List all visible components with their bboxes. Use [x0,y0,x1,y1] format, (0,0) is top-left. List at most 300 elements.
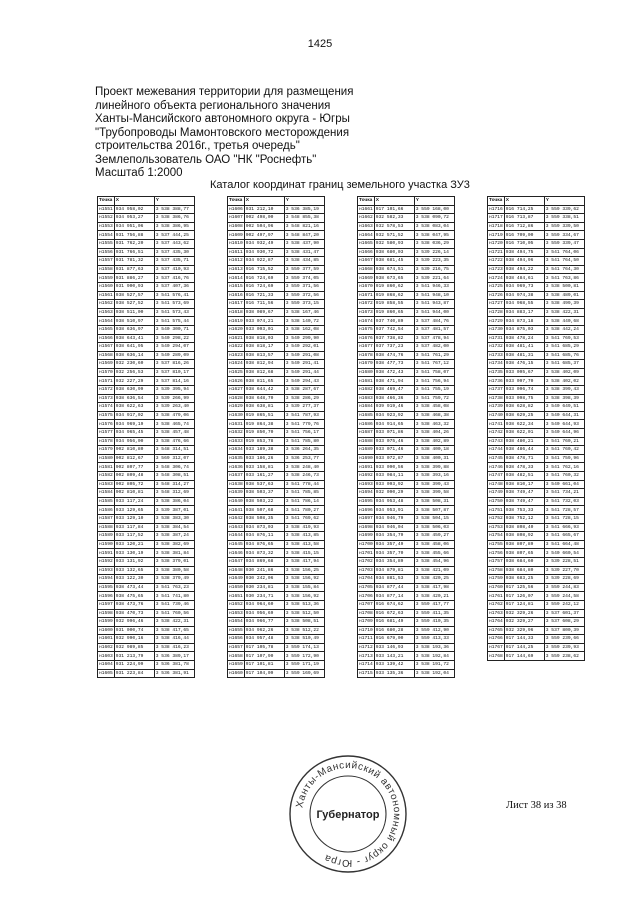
y-cell: 3 538 384,54 [154,523,194,532]
y-cell: 3 541 576,41 [154,291,194,300]
point-cell: н1663 [359,223,373,229]
y-cell: 3 539 226,14 [414,248,454,257]
x-cell: 932 990,16 [114,635,154,644]
table-row [358,583,455,592]
x-cell: 934 953,48 [374,497,414,506]
table-row [488,360,585,369]
point-cell: н1555 [99,241,113,247]
point-cell: н1632 [229,430,243,436]
y-cell: 3 537 608,29 [544,618,584,627]
x-cell: 934 357,49 [374,540,414,549]
x-cell: 916 672,63 [374,609,414,618]
header-line: линейного объекта регионального значения [95,99,331,112]
x-cell: 919 868,62 [374,291,414,300]
table-row [358,239,455,248]
table-row [228,411,325,420]
table-row [228,317,325,326]
point-cell: н1576 [99,421,113,427]
x-cell: 938 478,24 [504,334,544,343]
point-cell: н1751 [489,507,503,513]
y-cell: 3 541 787,93 [284,411,324,420]
point-cell: н1641 [229,507,243,513]
x-cell: 938 473,44 [114,583,154,592]
x-cell: 938 472,43 [374,368,414,377]
y-cell: 3 540 649,51 [544,403,584,412]
x-cell: 933 090,56 [374,463,414,472]
coordinates-table [227,196,325,678]
table-row [98,300,195,309]
table-row [488,429,585,438]
x-cell: 916 724,69 [244,274,284,283]
table-row [358,497,455,506]
point-cell: н1654 [229,619,243,625]
point-cell: н1660 [229,670,243,676]
table-row [98,489,195,498]
x-cell: 933 131,92 [114,557,154,566]
x-column-header: X [114,197,154,206]
table-row [488,523,585,532]
x-cell: 916 721,33 [244,291,284,300]
table-row [358,205,455,214]
x-cell: 934 964,60 [244,600,284,609]
x-cell: 938 474,76 [374,351,414,360]
table-row [488,626,585,635]
x-cell: 919 860,65 [374,308,414,317]
x-cell: 933 146,93 [374,643,414,652]
table-row [98,248,195,257]
y-cell: 3 538 248,40 [284,463,324,472]
point-column-header: Точка [99,198,113,204]
table-row [98,351,195,360]
table-row [98,592,195,601]
y-cell: 3 538 388,77 [154,205,194,214]
table-row [358,282,455,291]
y-cell: 3 548 847,20 [284,231,324,240]
table-row [98,291,195,300]
x-cell: 938 681,45 [374,257,414,266]
table-row [488,257,585,266]
table-row [488,575,585,584]
table-row [98,463,195,472]
seal-icon [286,752,410,876]
point-cell: н1662 [359,215,373,221]
x-cell: 934 957,48 [244,635,284,644]
x-cell: 931 224,99 [114,661,154,670]
table-row [488,446,585,455]
point-cell: н1719 [489,232,503,238]
coordinates-table [97,196,195,678]
x-cell: 938 473,76 [114,600,154,609]
table-row [98,566,195,575]
y-cell: 3 538 442,24 [544,325,584,334]
table-row [228,600,325,609]
table-row [358,575,455,584]
table-row [98,669,195,678]
y-cell: 3 538 402,89 [414,437,454,446]
y-cell: 3 559 168,00 [414,205,454,214]
table-row [358,248,455,257]
point-cell: н1693 [359,481,373,487]
point-cell: н1735 [489,370,503,376]
y-cell: 3 538 463,32 [414,420,454,429]
table-row [358,669,455,678]
table-row [488,609,585,618]
y-cell: 3 559 371,56 [284,282,324,291]
table-row [358,454,455,463]
x-cell: 919 850,70 [244,429,284,438]
x-cell: 938 507,68 [244,506,284,515]
y-cell: 3 540 299,90 [284,334,324,343]
x-cell: 931 223,84 [114,669,154,678]
x-cell: 938 680,03 [374,248,414,257]
x-cell: 933 139,42 [374,661,414,670]
x-cell: 931 213,79 [114,652,154,661]
table-row [98,360,195,369]
y-cell: 3 559 244,83 [544,583,584,592]
table-row [358,566,455,575]
y-cell: 3 538 192,84 [414,652,454,661]
y-cell: 3 541 943,87 [414,300,454,309]
point-cell: н1606 [229,206,243,212]
table-row [358,480,455,489]
y-cell: 3 540 292,01 [284,343,324,352]
x-cell: 938 674,51 [374,265,414,274]
y-cell: 3 538 512,22 [284,626,324,635]
y-cell: 3 537 435,71 [154,257,194,266]
y-cell: 3 538 162,08 [284,325,324,334]
y-cell: 3 538 512,50 [284,609,324,618]
point-cell: н1664 [359,232,373,238]
x-cell: 938 481,31 [504,351,544,360]
y-cell: 3 541 728,15 [544,514,584,523]
y-cell: 3 559 172,90 [284,652,324,661]
point-cell: н1643 [229,524,243,530]
y-cell: 3 537 482,00 [414,343,454,352]
x-cell: 917 104,09 [244,669,284,678]
point-cell: н1551 [99,206,113,212]
table-row [98,540,195,549]
point-cell: н1725 [489,284,503,290]
y-cell: 3 541 664,48 [544,540,584,549]
y-cell: 3 541 575,44 [154,317,194,326]
table-row [358,386,455,395]
point-cell: н1569 [99,361,113,367]
point-cell: н1593 [99,567,113,573]
x-cell: 938 684,60 [504,557,544,566]
x-cell: 902 807,77 [114,463,154,472]
y-cell: 3 538 140,72 [284,317,324,326]
point-cell: н1714 [359,662,373,668]
y-cell: 3 538 437,90 [284,239,324,248]
point-cell: н1728 [489,309,503,315]
y-cell: 3 536 253,77 [284,454,324,463]
table-row [358,661,455,670]
table-row [228,506,325,515]
point-cell: н1627 [229,387,243,393]
point-cell: н1646 [229,550,243,556]
table-row [98,420,195,429]
y-cell: 3 538 479,06 [154,411,194,420]
point-cell: н1733 [489,352,503,358]
x-cell: 916 714,25 [504,205,544,214]
y-cell: 3 538 156,92 [284,592,324,601]
point-cell: н1552 [99,215,113,221]
x-cell: 938 476,15 [504,360,544,369]
point-cell: н1598 [99,610,113,616]
y-cell: 3 538 504,15 [414,514,454,523]
table-row [488,540,585,549]
x-cell: 938 638,81 [244,403,284,412]
x-cell: 934 966,77 [244,618,284,627]
point-cell: н1602 [99,645,113,651]
y-cell: 3 538 421,09 [414,566,454,575]
table-row [228,282,325,291]
table-row [358,291,455,300]
y-cell: 3 538 398,39 [544,394,584,403]
y-cell: 3 540 289,09 [154,351,194,360]
table-row [98,386,195,395]
table-row [358,334,455,343]
x-cell: 933 129,65 [114,506,154,515]
y-cell: 3 541 739,46 [154,600,194,609]
y-cell: 3 537 435,30 [154,248,194,257]
x-cell: 931 762,20 [114,239,154,248]
x-cell: 934 930,72 [244,248,284,257]
y-cell: 3 537 601,37 [544,609,584,618]
x-cell: 932 989,85 [114,643,154,652]
coordinates-table [357,196,455,678]
point-cell: н1700 [359,541,373,547]
x-cell: 934 968,55 [504,300,544,309]
y-cell: 3 538 416,23 [154,643,194,652]
y-cell: 3 559 239,93 [544,643,584,652]
point-cell: н1718 [489,223,503,229]
table-row [228,661,325,670]
x-cell: 933 072,87 [374,454,414,463]
x-cell: 933 143,21 [374,652,414,661]
x-cell: 934 974,38 [504,291,544,300]
table-row [98,265,195,274]
y-cell: 3 540 291,44 [284,368,324,377]
point-cell: н1658 [229,653,243,659]
y-cell: 3 537 800,39 [544,626,584,635]
point-cell: н1645 [229,541,243,547]
y-cell: 3 559 339,62 [544,205,584,214]
y-cell: 3 541 760,32 [544,472,584,481]
x-cell: 932 329,27 [504,618,544,627]
point-cell: н1710 [359,627,373,633]
table-row [98,377,195,386]
point-cell: н1594 [99,576,113,582]
point-cell: н1636 [229,464,243,470]
table-row [358,626,455,635]
table-row [358,592,455,601]
point-cell: н1711 [359,636,373,642]
y-column-header: Y [414,197,454,206]
point-cell: н1682 [359,387,373,393]
table-row [488,239,585,248]
x-cell: 938 807,65 [504,549,544,558]
table-row [488,420,585,429]
x-cell: 917 101,66 [374,205,414,214]
point-cell: н1705 [359,584,373,590]
point-cell: н1666 [359,249,373,255]
x-cell: 938 818,03 [244,334,284,343]
x-cell: 902 810,80 [114,446,154,455]
y-cell: 3 559 372,56 [284,291,324,300]
point-cell: н1631 [229,421,243,427]
y-cell: 3 538 399,88 [414,463,454,472]
y-cell: 3 541 761,29 [414,351,454,360]
point-cell: н1625 [229,370,243,376]
y-cell: 3 541 759,72 [414,394,454,403]
table-row [228,454,325,463]
point-cell: н1586 [99,507,113,513]
point-cell: н1753 [489,524,503,530]
table-row [228,403,325,412]
point-cell: н1611 [229,249,243,255]
point-column-header: Точка [229,198,243,204]
y-cell: 3 538 191,72 [414,661,454,670]
table-row [98,643,195,652]
table-row [228,575,325,584]
table-row [228,489,325,498]
point-cell: н1734 [489,361,503,367]
y-cell: 3 559 417,77 [414,600,454,609]
document-header [95,86,425,181]
x-cell: 932 230,60 [114,360,154,369]
y-cell: 3 541 785,85 [284,489,324,498]
table-row [98,626,195,635]
point-cell: н1752 [489,516,503,522]
y-cell: 3 538 192,04 [414,669,454,678]
x-cell: 934 876,65 [244,540,284,549]
y-cell: 3 538 455,66 [414,549,454,558]
table-row [358,368,455,377]
table-row [228,635,325,644]
table-row [98,317,195,326]
y-cell: 3 538 417,98 [414,583,454,592]
x-cell: 916 679,00 [374,635,414,644]
y-cell: 3 539 266,99 [154,394,194,403]
x-cell: 938 683,25 [504,575,544,584]
y-cell: 3 559 339,47 [544,239,584,248]
point-cell: н1655 [229,627,243,633]
point-cell: н1557 [99,258,113,264]
table-row [488,652,585,661]
table-row [488,497,585,506]
point-cell: н1762 [489,602,503,608]
point-cell: н1634 [229,447,243,453]
point-cell: н1556 [99,249,113,255]
y-cell: 3 541 732,03 [544,497,584,506]
x-cell: 917 101,81 [244,661,284,670]
y-cell: 3 538 286,29 [284,394,324,403]
point-cell: н1590 [99,541,113,547]
table-row [98,549,195,558]
table-row [358,532,455,541]
table-row [228,377,325,386]
y-column-header: Y [154,197,194,206]
point-cell: н1562 [99,301,113,307]
x-cell: 932 227,29 [114,377,154,386]
table-row [98,214,195,223]
y-cell: 3 548 855,38 [284,214,324,223]
y-cell: 3 559 171,19 [284,661,324,670]
table-row [228,325,325,334]
table-row [488,583,585,592]
point-cell: н1691 [359,464,373,470]
x-cell: 930 241,86 [244,566,284,575]
x-cell: 937 740,89 [374,317,414,326]
table-row [228,480,325,489]
table-row [228,583,325,592]
point-column-header: Точка [359,198,373,204]
point-cell: н1640 [229,498,243,504]
y-cell: 3 559 174,13 [284,643,324,652]
y-cell: 3 537 416,76 [154,274,194,283]
y-cell: 3 540 661,04 [544,480,584,489]
x-cell: 938 484,61 [504,274,544,283]
point-cell: н1759 [489,576,503,582]
table-row [358,403,455,412]
x-cell: 916 715,52 [244,265,284,274]
table-row [488,334,585,343]
table-row [358,317,455,326]
y-cell: 3 538 500,81 [544,282,584,291]
point-cell: н1716 [489,206,503,212]
x-cell: 917 107,90 [244,652,284,661]
x-cell: 930 234,71 [244,592,284,601]
point-cell: н1672 [359,301,373,307]
table-row [98,600,195,609]
table-row [98,394,195,403]
x-cell: 934 869,68 [244,557,284,566]
x-cell: 916 709,00 [504,231,544,240]
x-cell: 932 996,46 [114,618,154,627]
y-cell: 3 541 764,30 [544,265,584,274]
x-cell: 932 329,26 [504,609,544,618]
table-row [488,308,585,317]
point-cell: н1621 [229,335,243,341]
point-cell: н1731 [489,335,503,341]
point-cell: н1680 [359,370,373,376]
point-cell: н1583 [99,481,113,487]
y-cell: 3 541 573,43 [154,308,194,317]
point-cell: н1568 [99,352,113,358]
x-cell: 916 712,86 [504,222,544,231]
point-cell: н1750 [489,498,503,504]
x-cell: 932 582,33 [374,214,414,223]
table-row [488,403,585,412]
table-row [98,274,195,283]
point-cell: н1647 [229,559,243,565]
y-cell: 3 538 155,84 [284,583,324,592]
table-row [98,532,195,541]
y-cell: 3 559 242,12 [544,600,584,609]
x-cell: 933 186,26 [244,454,284,463]
x-cell: 931 900,93 [114,282,154,291]
y-cell: 3 539 216,75 [414,265,454,274]
governor-seal [286,752,410,876]
x-cell: 916 681,49 [374,618,414,627]
table-row [98,523,195,532]
y-cell: 3 538 440,68 [544,317,584,326]
point-cell: н1701 [359,550,373,556]
point-cell: н1689 [359,447,373,453]
table-row [98,403,195,412]
point-cell: н1699 [359,533,373,539]
